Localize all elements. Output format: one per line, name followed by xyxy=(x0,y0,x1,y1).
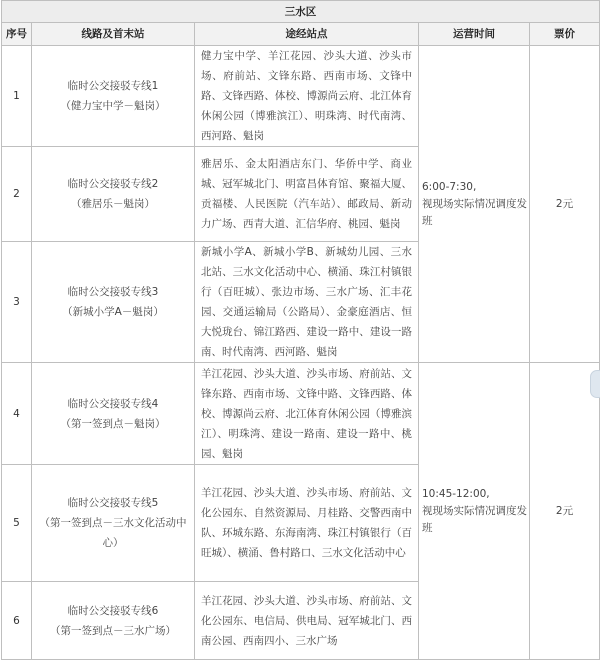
price-cell: 2元 xyxy=(530,46,600,363)
bus-schedule-table xyxy=(1,0,600,660)
stops-cell: 新城小学A、新城小学B、新城幼儿园、三水北站、三水文化活动中心、横涌、珠江村镇银行（百旺城）、张边市场、三水广场、汇丰花园、交通运输局（公路局）、金豪庭酒店、恒大悦珑台、锦江路西、建设一路中、建设一路南、时代南湾、西河路、魁岗 xyxy=(195,242,419,363)
scroll-handle[interactable] xyxy=(590,370,600,398)
time-note: 视现场实际情况调度发班 xyxy=(422,504,527,534)
header-no: 序号 xyxy=(2,23,32,46)
time-cell xyxy=(419,46,530,363)
row-no: 3 xyxy=(2,242,32,363)
table-row xyxy=(2,363,600,465)
route-cell xyxy=(32,363,195,465)
route-cell xyxy=(32,582,195,660)
stops-cell: 羊江花园、沙头大道、沙头市场、府前站、文化公园东、电信局、供电局、冠军城北门、西南公园、西南四小、三水广场 xyxy=(195,582,419,660)
route-cell xyxy=(32,46,195,147)
price-cell: 2元 xyxy=(530,363,600,660)
route-ends: （第一签到点－三水广场） xyxy=(50,624,176,637)
column-header-row xyxy=(2,23,600,46)
time-cell xyxy=(419,363,530,660)
route-ends: （第一签到点－三水文化活动中心） xyxy=(39,517,187,549)
header-price: 票价 xyxy=(530,23,600,46)
route-ends: （雅居乐－魁岗） xyxy=(71,198,155,210)
row-no: 6 xyxy=(2,582,32,660)
header-time: 运营时间 xyxy=(419,23,530,46)
region-header-row xyxy=(2,1,600,23)
row-no: 2 xyxy=(2,147,32,242)
route-name: 临时公交接驳专线5 xyxy=(67,497,159,509)
route-cell xyxy=(32,465,195,582)
route-ends: （新城小学A－魁岗） xyxy=(62,306,164,318)
route-cell xyxy=(32,242,195,363)
route-name: 临时公交接驳专线1 xyxy=(67,80,159,92)
time-range: 10:45-12:00, xyxy=(422,487,490,500)
header-route: 线路及首末站 xyxy=(32,23,195,46)
row-no: 5 xyxy=(2,465,32,582)
table-row xyxy=(2,46,600,147)
time-range: 6:00-7:30, xyxy=(422,180,477,193)
route-cell xyxy=(32,147,195,242)
route-ends: （第一签到点－魁岗） xyxy=(60,417,166,430)
stops-cell: 雅居乐、金太阳酒店东门、华侨中学、商业城、冠军城北门、明富昌体育馆、聚福大厦、贡福楼、人民医院（汽车站）、邮政局、新动力广场、西青大道、汇信华府、桃园、魁岗 xyxy=(195,147,419,242)
route-ends: （健力宝中学－魁岗） xyxy=(60,100,166,112)
stops-cell: 羊江花园、沙头大道、沙头市场、府前站、文锋东路、西南市场、文锋中路、文锋西路、体校、博源尚云府、北江体育休闲公园（博雅滨江）、明珠湾、建设一路南、建设一路中、桃园、魁岗 xyxy=(195,363,419,465)
stops-cell: 羊江花园、沙头大道、沙头市场、府前站、文化公园东、自然资源局、月桂路、交警西南中队、环城东路、东海南湾、珠江村镇银行（百旺城）、横涌、鲁村路口、三水文化活动中心 xyxy=(195,465,419,582)
region-title: 三水区 xyxy=(2,1,600,23)
stops-cell: 健力宝中学、羊江花园、沙头大道、沙头市场、府前站、文锋东路、西南市场、文锋中路、文锋西路、体校、博源尚云府、北江体育休闲公园（博雅滨江）、明珠湾、时代南湾、西河路、魁岗 xyxy=(195,46,419,147)
route-name: 临时公交接驳专线2 xyxy=(67,178,159,190)
route-name: 临时公交接驳专线3 xyxy=(67,286,159,298)
route-name: 临时公交接驳专线6 xyxy=(67,604,159,617)
header-stops: 途经站点 xyxy=(195,23,419,46)
time-note: 视现场实际情况调度发班 xyxy=(422,197,527,227)
row-no: 4 xyxy=(2,363,32,465)
row-no: 1 xyxy=(2,46,32,147)
route-name: 临时公交接驳专线4 xyxy=(67,397,159,410)
